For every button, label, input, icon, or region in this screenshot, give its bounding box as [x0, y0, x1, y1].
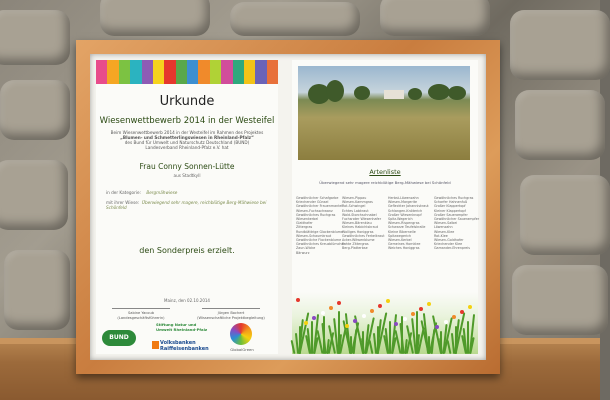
species-item: Gamander-Ehrenpreis: [434, 246, 470, 251]
color-stripe: [221, 60, 232, 84]
species-item: Kleines Habichtskraut: [342, 225, 378, 230]
species-item: Wiesen-Schaumkraut: [296, 233, 332, 238]
species-item: Kriechender Günsel: [296, 200, 329, 205]
species-item: Zittergras: [296, 225, 313, 230]
color-stripe: [130, 60, 141, 84]
house: [384, 90, 404, 99]
prize-text: den Sonderpreis erzielt.: [139, 246, 235, 255]
species-item: Wiesen-Fuchsschwanz: [296, 208, 333, 213]
flower: [394, 322, 398, 326]
color-stripe: [255, 60, 266, 84]
stone: [100, 0, 210, 36]
intro-line: „Blumen- und Schmetterlingswiesen in Rheinland-Pfalz“: [120, 135, 254, 140]
stone: [380, 0, 490, 36]
color-stripe: [210, 60, 221, 84]
species-item: Löwenzahn: [434, 225, 453, 230]
intro-line: Beim Wiesenwettbewerb 2014 in der Westeifel im Rahmen des Projektes: [110, 130, 264, 135]
globus-logo-icon: [230, 323, 252, 345]
species-item: Rundblättrige Glockenblume: [296, 229, 344, 234]
intro-line: Landesverband Rheinland-Pfalz e.V. hat: [145, 145, 229, 150]
meadow-line: [106, 200, 274, 210]
flower: [435, 325, 439, 329]
stone: [0, 160, 68, 230]
flower: [321, 311, 325, 315]
intro-line: des Bund für Umwelt und Naturschutz Deutschland (BUND): [124, 140, 250, 145]
tree: [448, 86, 466, 100]
meadow-illustration: [292, 292, 478, 354]
species-item: Großer Klappertopf: [434, 204, 466, 209]
volksbank-logo: Volksbanken Raiffeisenbanken: [160, 340, 209, 352]
grass-blade: [401, 316, 403, 354]
flower: [403, 317, 407, 321]
signature-name: Jürgen Bochert: [217, 311, 245, 315]
species-item: Gefleckter Johanniskraut: [388, 204, 429, 209]
species-item: Weiches Honiggras: [388, 246, 420, 251]
species-item: Großer Wiesenknopf: [388, 212, 422, 217]
meadow-label: mit ihrer Wiese:: [106, 200, 140, 205]
tree: [326, 80, 344, 102]
volksbank-icon: [152, 341, 159, 349]
signature-role: (Wissenschaftliche Projektbegleitung): [197, 315, 265, 320]
certificate-page: [96, 60, 278, 354]
species-item: Wiesen-Rispengras: [388, 221, 420, 226]
species-item: Herbst-Löwenzahn: [388, 196, 419, 200]
species-item: Gewöhnliche Flockenblume: [296, 238, 342, 243]
species-column: [388, 196, 432, 251]
flower: [419, 307, 423, 311]
stone: [520, 175, 610, 255]
color-stripe: [164, 60, 175, 84]
color-stripe: [119, 60, 130, 84]
flower: [304, 321, 308, 325]
tree: [354, 86, 370, 100]
recipient-location: aus Stadtkyll: [173, 173, 201, 178]
species-item: Wiesen-Kerbel: [388, 238, 412, 243]
category-line: [106, 190, 177, 195]
color-stripe: [267, 60, 278, 84]
species-item: Spitzwegerich: [388, 233, 412, 238]
color-stripe: [107, 60, 118, 84]
species-item: Kleiner Klappertopf: [434, 208, 466, 213]
species-item: Wiesen-Klee: [434, 229, 455, 234]
species-item: Schwarze Teufelskralle: [388, 225, 426, 230]
species-item: Wiesen-Pippau: [342, 196, 367, 200]
species-item: Kleine Bibernelle: [388, 229, 416, 234]
grass-blade: [440, 331, 442, 354]
species-item: Gewöhnliches Kreuzblümchen: [296, 242, 346, 247]
bund-logo: BUND: [102, 330, 136, 346]
picture-frame: [76, 40, 500, 374]
flower: [370, 309, 374, 313]
certificate-subtitle: Wiesenwettbewerb 2014 in der Westeifel: [99, 116, 275, 126]
category-value: Bergmähwiese: [146, 190, 178, 195]
recipient-name: Frau Conny Sonnen-Lütte: [139, 162, 235, 171]
species-item: Glatthafer: [296, 221, 313, 226]
species-column: [434, 196, 478, 251]
species-page: [292, 60, 478, 354]
species-item: Berg-Platterbse: [342, 246, 368, 251]
grass-blade: [369, 340, 373, 354]
species-item: Gemeines Hornklee: [388, 242, 421, 247]
species-column: [342, 196, 386, 251]
species-item: Echtes Labkraut: [342, 208, 369, 213]
stone: [512, 265, 608, 335]
species-item: Wiesenkerbel: [296, 217, 319, 222]
frame-glass: [90, 54, 486, 360]
meadow-value: Überwiegend sehr magere, reichblütige Berg-Mähwiese bei Schönfeld: [106, 200, 267, 210]
stone: [230, 2, 360, 36]
color-stripe: [187, 60, 198, 84]
certificate-title: Urkunde: [159, 94, 215, 109]
stone: [510, 10, 610, 80]
flower: [378, 304, 382, 308]
grass-blade: [362, 331, 364, 354]
grass-blade: [447, 340, 451, 354]
signature-name: Sabine Yacoub: [127, 311, 155, 315]
species-item: Fuchsroter Wiesenhafer: [342, 217, 382, 222]
species-item: Großer Sauerampfer: [434, 212, 468, 217]
flower: [427, 302, 431, 306]
flower: [296, 298, 300, 302]
species-list-title: Artenliste: [369, 168, 401, 176]
species-item: Wiesen-Kammgras: [342, 200, 373, 205]
flower: [411, 312, 415, 316]
color-stripe: [142, 60, 153, 84]
species-list-subtitle: Überwiegend sehr magere reichblütige Berg-Mähwiese bei Schönfeld: [319, 180, 451, 185]
species-item: Gewöhnliches Ruchgras: [296, 212, 336, 217]
species-item: Scharfer Hahnenfuß: [434, 200, 468, 205]
species-item: Spitz-Wegerich: [388, 217, 413, 222]
species-item: Wald-Storchschnabel: [342, 212, 377, 217]
stone: [0, 10, 70, 65]
signature-role: (Landesgeschäftsführerin): [117, 315, 165, 320]
species-item: Zaun-Wicke: [296, 246, 316, 251]
stone: [515, 90, 605, 160]
tree: [428, 84, 450, 100]
flower: [444, 320, 448, 324]
species-item: Gewöhnliches Ferkelkraut: [342, 233, 385, 238]
stiftung-logo: Stiftung Natur und Umwelt Rheinland-Pfalz: [156, 322, 208, 332]
color-stripe: [96, 60, 107, 84]
species-item: Gewöhnlicher Schafgarbe: [296, 196, 339, 200]
species-item: Bärwurz: [296, 250, 310, 255]
species-item: Gewöhnliches Ruchgras: [434, 196, 474, 200]
stone: [0, 80, 70, 140]
flower: [452, 315, 456, 319]
color-stripe: [233, 60, 244, 84]
meadow-photo: [298, 66, 470, 160]
species-item: Wolliges Honiggras: [342, 229, 374, 234]
species-item: Echte Zittergras: [342, 242, 369, 247]
tree: [408, 88, 422, 100]
globus-logo-text: GlobalGreen: [230, 347, 254, 352]
stone: [4, 250, 70, 330]
flower: [337, 301, 341, 305]
color-stripe: [198, 60, 209, 84]
flower: [329, 306, 333, 310]
species-item: Gewöhnlicher Frauenmantel: [296, 204, 343, 209]
grass-blade: [323, 316, 325, 354]
species-item: Wiesen-Bärenklau: [342, 221, 372, 226]
species-item: Rot-Schwingel: [342, 204, 366, 209]
signature-right: [196, 308, 266, 320]
color-stripes: [96, 60, 278, 84]
species-item: Rot-Klee: [434, 233, 448, 238]
species-item: Kriechender Klee: [434, 242, 463, 247]
grass-blade: [291, 340, 295, 354]
flower: [460, 310, 464, 314]
species-item: Acker-Witwenblume: [342, 238, 375, 243]
species-column: [296, 196, 346, 255]
signature-left: [106, 308, 176, 320]
flower: [468, 305, 472, 309]
species-item: Wiesen-Salbei: [434, 221, 458, 226]
flower: [386, 299, 390, 303]
species-item: Wiesen-Margerite: [388, 200, 418, 205]
color-stripe: [153, 60, 164, 84]
color-stripe: [244, 60, 255, 84]
species-item: Wiesen-Goldhafer: [434, 238, 464, 243]
species-item: Gewöhnlicher Sauerampfer: [434, 217, 480, 222]
color-stripe: [176, 60, 187, 84]
category-label: in der Kategorie:: [106, 190, 141, 195]
flower: [362, 314, 366, 318]
species-item: Schlangen-Knöterich: [388, 208, 423, 213]
flower: [345, 324, 349, 328]
issue-date: Mainz, den 02.10.2014: [164, 298, 210, 303]
